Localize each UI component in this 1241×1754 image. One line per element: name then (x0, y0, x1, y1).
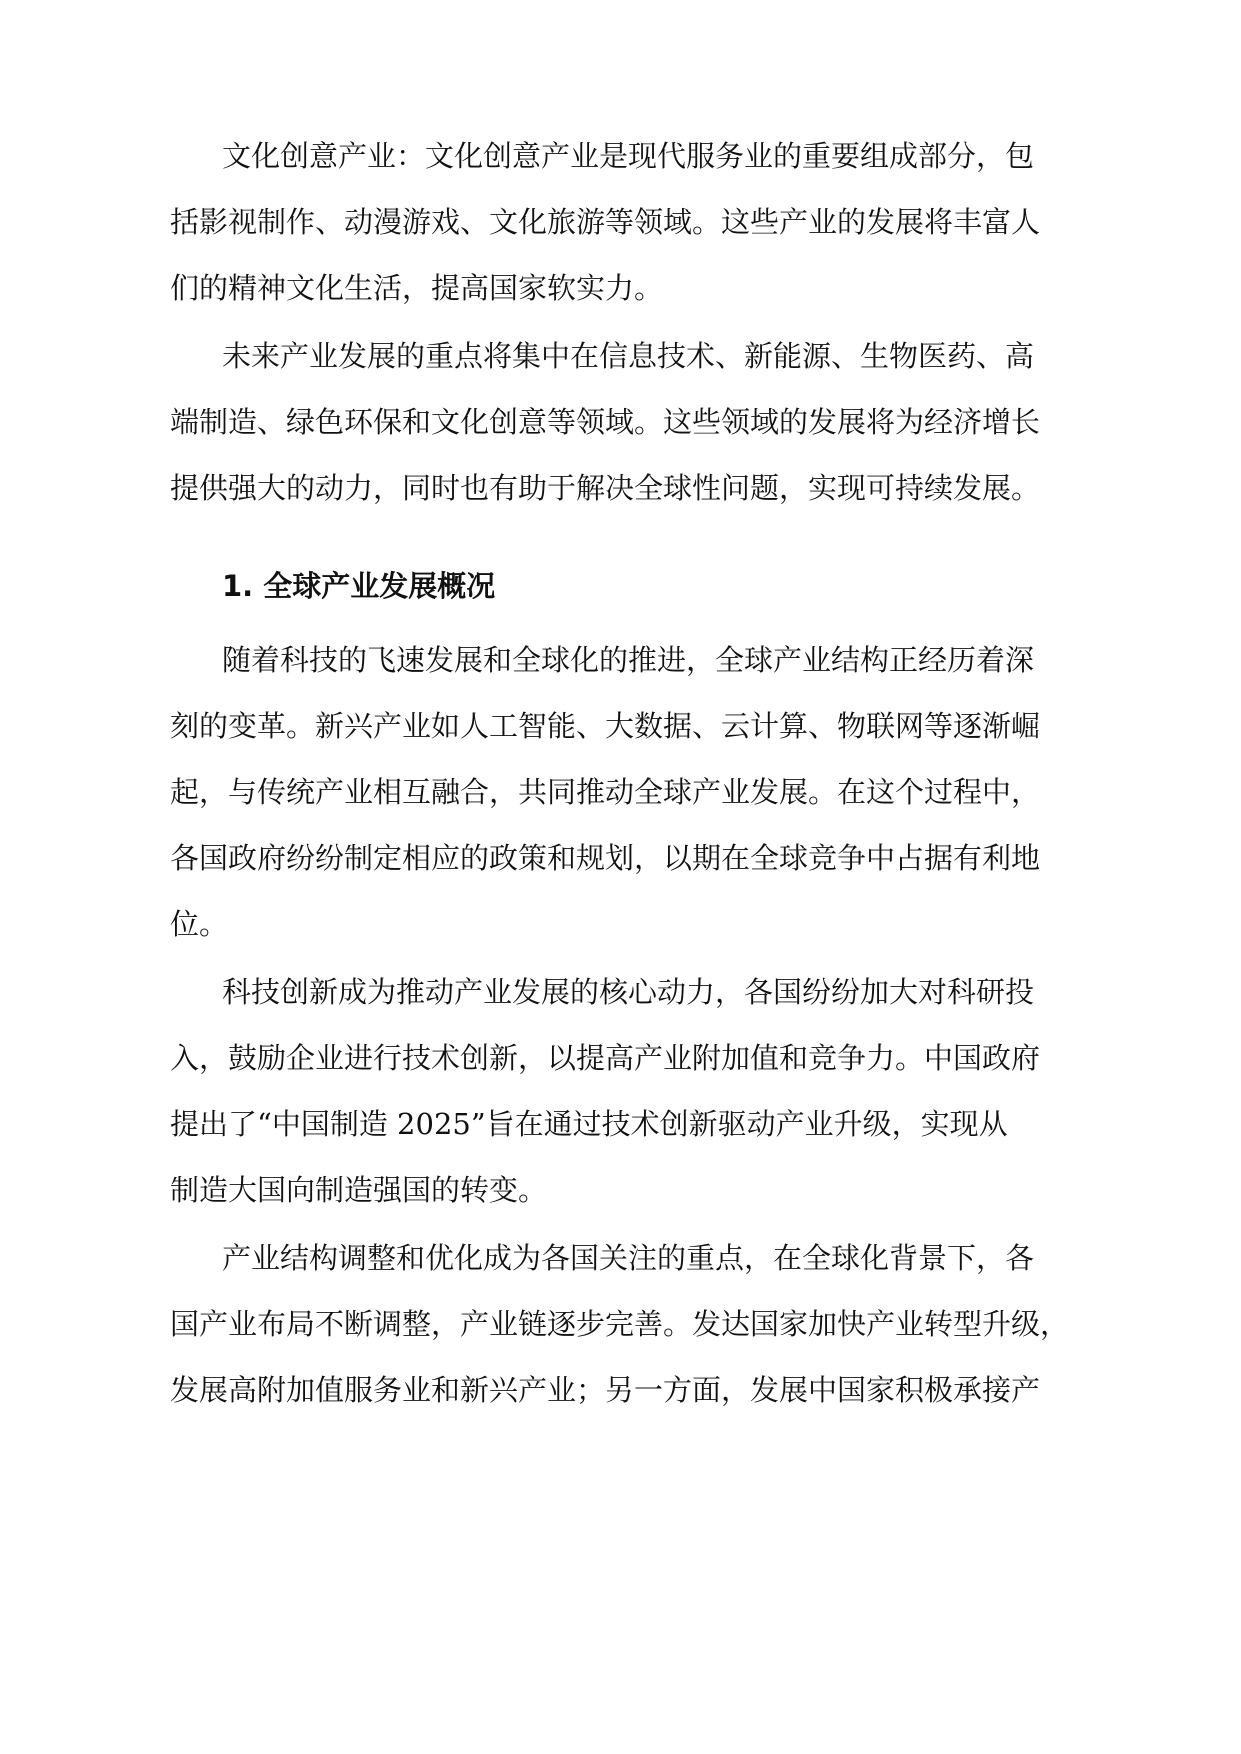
paragraph-2-line-2: 端制造、绿色环保和文化创意等领域。这些领域的发展将为经济增长 (170, 405, 1041, 439)
paragraph-1-line-3: 们的精神文化生活，提高国家软实力。 (170, 271, 664, 305)
paragraph-4-line-1: 科技创新成为推动产业发展的核心动力，各国纷纷加大对科研投 (222, 975, 1035, 1009)
paragraph-4-line-2: 入，鼓励企业进行技术创新，以提高产业附加值和竞争力。中国政府 (170, 1041, 1041, 1075)
paragraph-1-line-2: 括影视制作、动漫游戏、文化旅游等领域。这些产业的发展将丰富人 (170, 205, 1041, 239)
paragraph-3-line-4: 各国政府纷纷制定相应的政策和规划，以期在全球竞争中占据有利地 (170, 841, 1041, 875)
paragraph-3-line-1: 随着科技的飞速发展和全球化的推进，全球产业结构正经历着深 (222, 643, 1035, 677)
paragraph-2-line-3: 提供强大的动力，同时也有助于解决全球性问题，实现可持续发展。 (170, 471, 1041, 505)
paragraph-3-line-5: 位。 (170, 907, 229, 941)
section-heading: 1. 全球产业发展概况 (222, 569, 496, 603)
paragraph-5-line-2: 国产业布局不断调整，产业链逐步完善。发达国家加快产业转型升级， (170, 1307, 1070, 1341)
paragraph-3-line-3: 起，与传统产业相互融合，共同推动全球产业发展。在这个过程中， (170, 775, 1041, 809)
paragraph-3-line-2: 刻的变革。新兴产业如人工智能、大数据、云计算、物联网等逐渐崛 (170, 709, 1041, 743)
paragraph-5-line-3: 发展高附加值服务业和新兴产业；另一方面，发展中国家积极承接产 (170, 1373, 1041, 1407)
paragraph-1-line-1: 文化创意产业：文化创意产业是现代服务业的重要组成部分，包 (222, 139, 1035, 173)
paragraph-4-line-4: 制造大国向制造强国的转变。 (170, 1173, 548, 1207)
paragraph-4-line-3: 提出了“中国制造 2025”旨在通过技术创新驱动产业升级，实现从 (170, 1107, 1008, 1141)
paragraph-5-line-1: 产业结构调整和优化成为各国关注的重点，在全球化背景下，各 (222, 1241, 1035, 1275)
paragraph-2-line-1: 未来产业发展的重点将集中在信息技术、新能源、生物医药、高 (222, 339, 1035, 373)
